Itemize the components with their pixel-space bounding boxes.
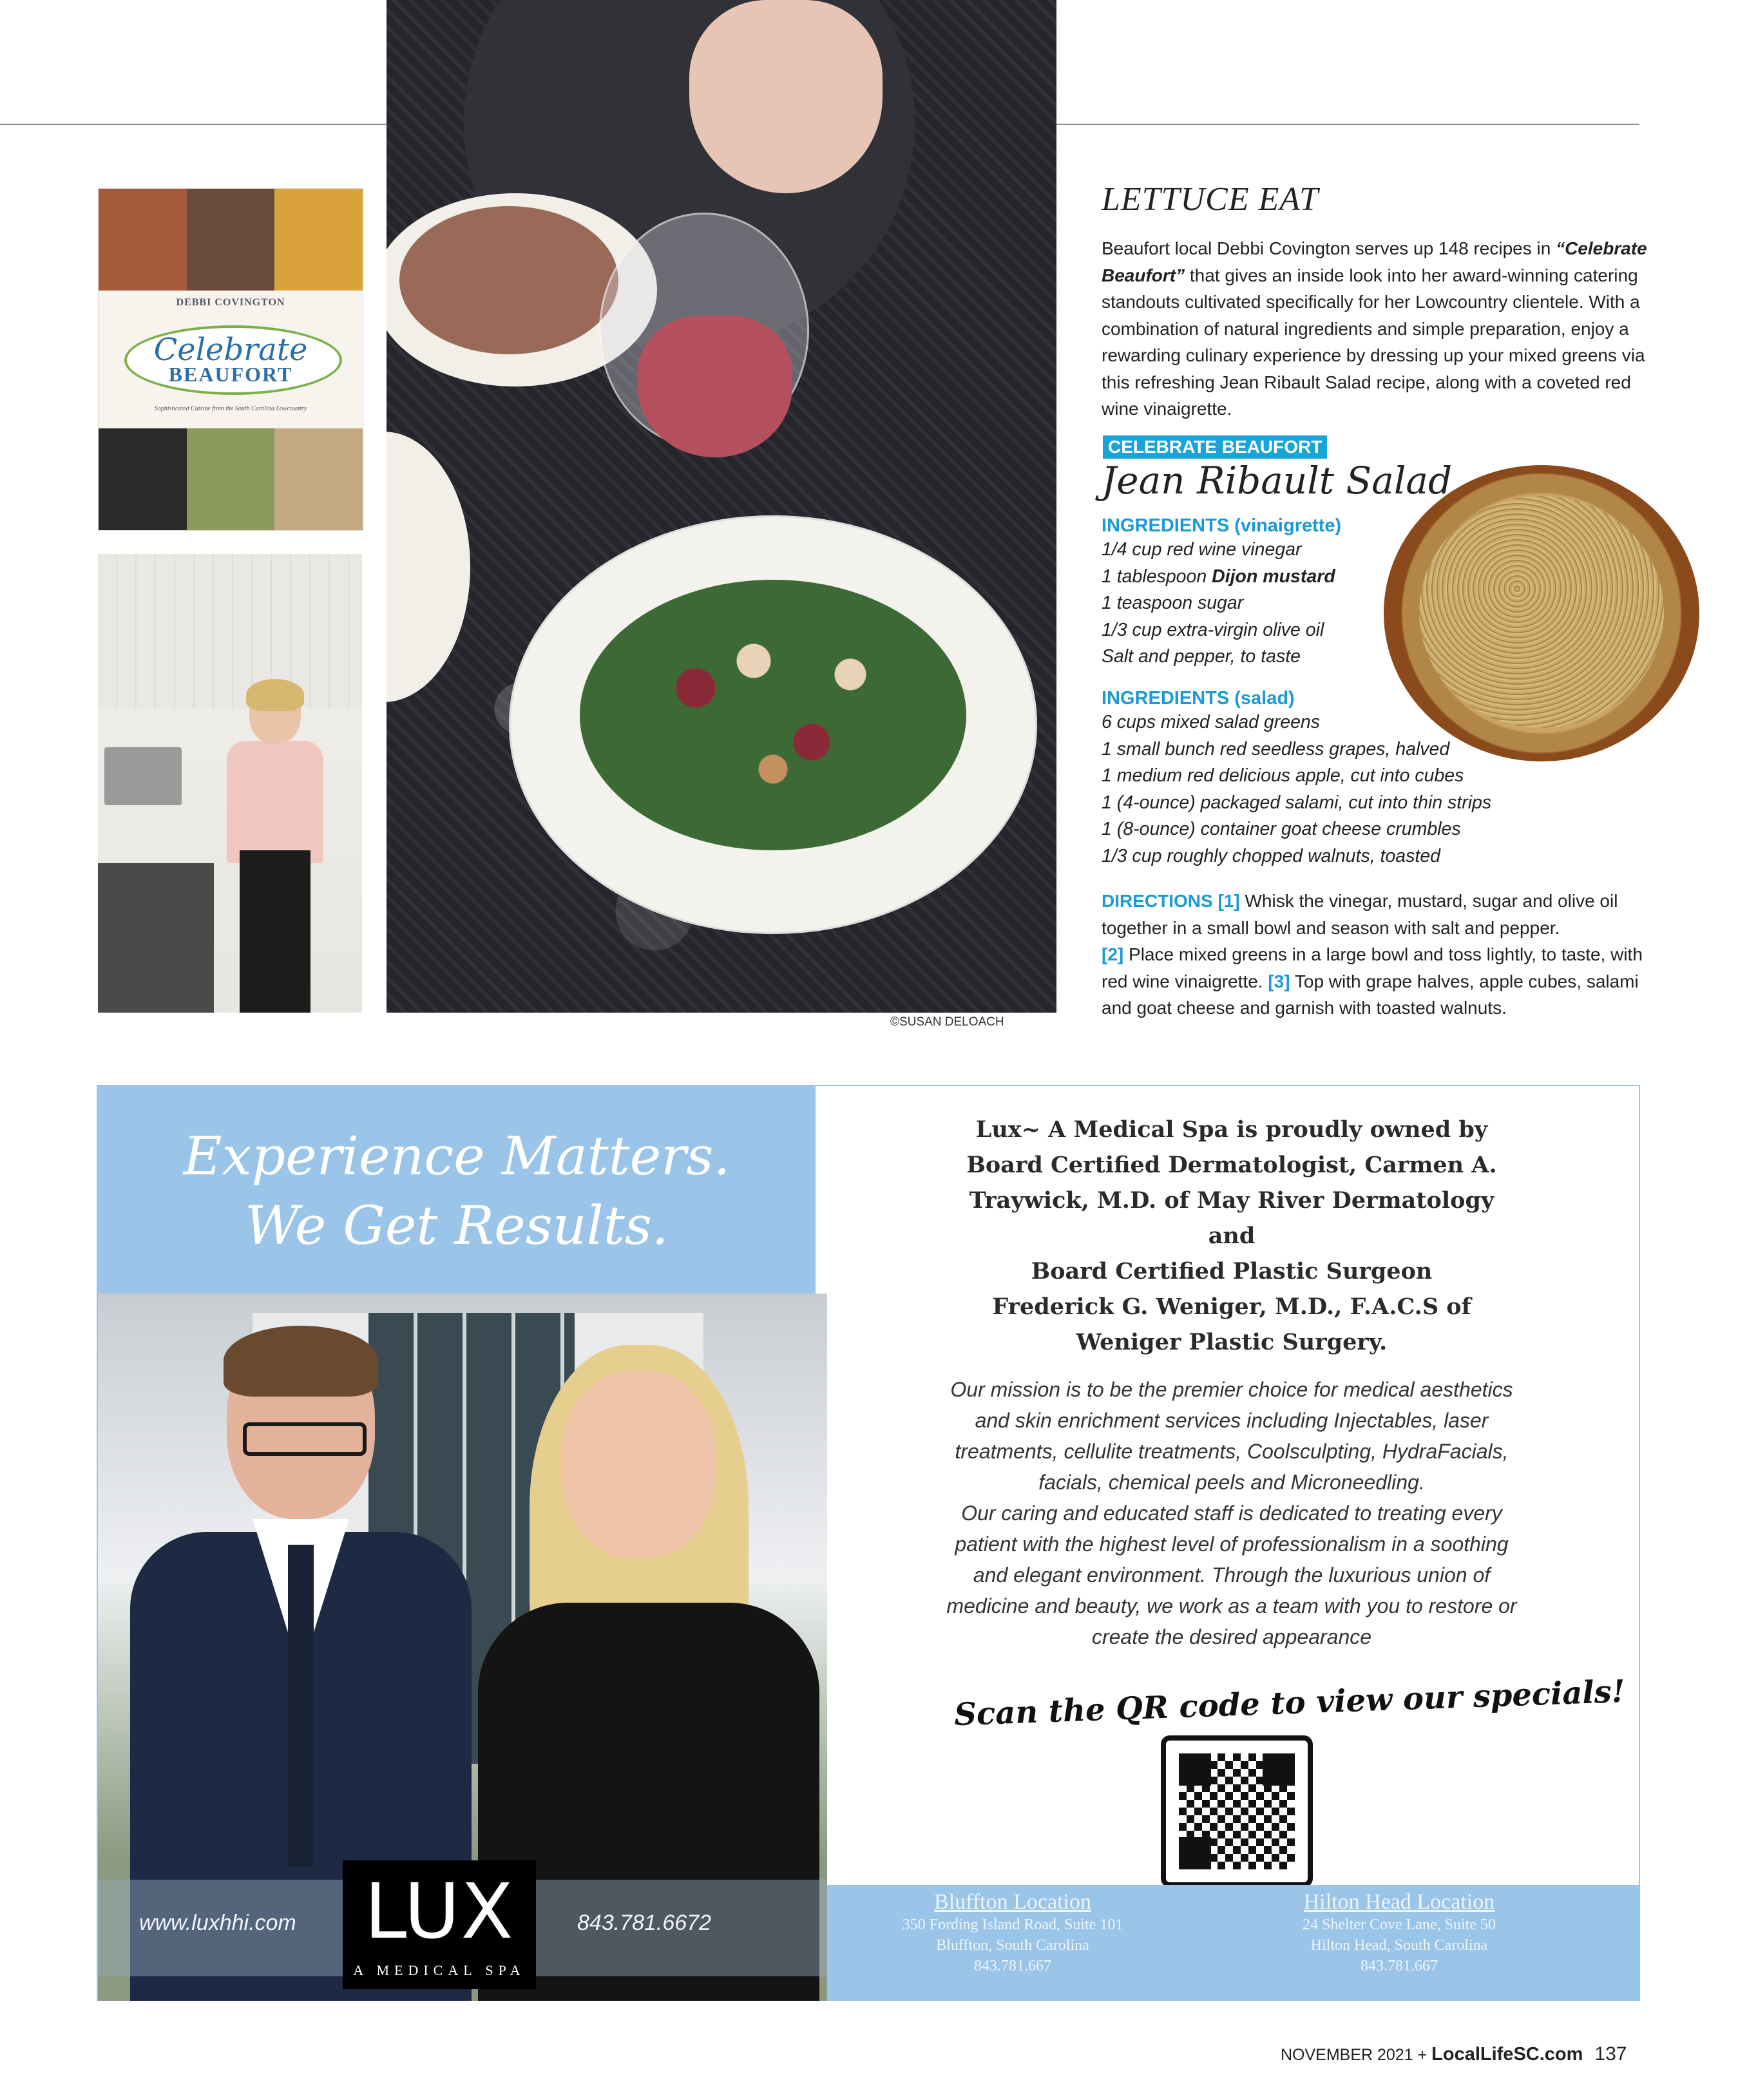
salad-photo <box>387 0 1056 1013</box>
ingredient-item: 1 medium red delicious apple, cut into cubes <box>1102 765 1464 786</box>
ad-headline-line1: Experience Matters. <box>183 1126 731 1187</box>
photo-credit: ©SUSAN DELOACH <box>890 1015 1004 1029</box>
directions: DIRECTIONS [1] Whisk the vinegar, mustard, sugar and olive oil together in a small bowl and season with salt and pepper. [2] Place mixed greens in a large bowl and toss lightly, to taste, with red wine vinaigrette. [3] Top with grape halves, apple cubes, salami and goat cheese and garnish with toasted walnuts. <box>1102 891 1643 1018</box>
chef-photo <box>98 554 362 1013</box>
ingredient-item: 1 teaspoon sugar <box>1102 593 1244 613</box>
salad-heading: INGREDIENTS (salad) <box>1102 688 1295 709</box>
intro-paragraph: Beaufort local Debbi Covington serves up 148 recipes in “Celebrate Beaufort” that gives an inside look into her award-winning catering standouts cultivated specifically for her Lowcountry clientele. With a combination of natural ingredients and simple preparation, enjoy a rewarding culinary experience by dressing up your mixed greens via this refreshing Jean Ribault Salad recipe, along with a coveted red wine vinaigrette. <box>1102 238 1647 419</box>
ingredient-item: 1/3 cup roughly chopped walnuts, toasted <box>1102 845 1441 866</box>
section-tag: CELEBRATE BEAUFORT <box>1103 435 1327 459</box>
lux-logo <box>343 1860 536 1989</box>
ingredient-item: Salt and pepper, to taste <box>1102 646 1301 667</box>
book-subtitle: Sophisticated Cuisine from the South Carolina Lowcountry <box>154 405 307 412</box>
ingredient-item: 1 (4-ounce) packaged salami, cut into thin strips <box>1102 792 1492 813</box>
folio-site: LocalLifeSC.com <box>1431 2044 1583 2065</box>
book-cover-image <box>98 188 363 531</box>
bluffton-location: Bluffton Location 350 Fording Island Road, Suite 101 Bluffton, South Carolina 843.781.667 <box>902 1890 1123 1974</box>
lux-advertisement <box>97 1085 1640 2001</box>
ingredient-item: 1/4 cup red wine vinegar <box>1102 539 1302 560</box>
book-cover-photos-top <box>99 189 363 291</box>
vinaigrette-ingredients <box>1102 515 1656 671</box>
page-number: 137 <box>1594 2043 1627 2065</box>
ad-website: www.luxhhi.com <box>139 1911 296 1935</box>
ingredient-item: 1 tablespoon Dijon mustard <box>1102 566 1335 587</box>
folio-date: NOVEMBER 2021 + <box>1281 2046 1432 2064</box>
ownership-text: Lux~ A Medical Spa is proudly owned by Board Certified Dermatologist, Carmen A. Traywick, M.D. of May River Dermatology and Board Certified Plastic Surgeon Frederick G. Weniger, M.D., F.A.C.S of Weniger Plastic Surgery. <box>966 1116 1497 1355</box>
lux-logo-text: LUX <box>364 1867 515 1956</box>
ingredient-item: 6 cups mixed salad greens <box>1102 712 1321 732</box>
book-title-emphasis: “Celebrate Beaufort” <box>1102 238 1647 285</box>
ingredient-item: 1 (8-ounce) container goat cheese crumbles <box>1102 819 1461 839</box>
ad-phone: 843.781.6672 <box>577 1911 711 1935</box>
scan-qr-callout: Scan the QR code to view our specials! <box>953 1673 1626 1733</box>
recipe-title: Jean Ribault Salad <box>1102 459 1453 502</box>
ad-headline-line2: We Get Results. <box>245 1196 669 1257</box>
ingredient-item: 1 small bunch red seedless grapes, halved <box>1102 738 1450 759</box>
vinaigrette-heading: INGREDIENTS (vinaigrette) <box>1102 515 1342 536</box>
lux-logo-subtitle: A MEDICAL SPA <box>353 1962 526 1978</box>
book-cover-photos-bottom <box>99 428 363 530</box>
section-kicker: LETTUCE EAT <box>1102 181 1319 218</box>
salad-ingredients <box>1102 688 1656 870</box>
qr-code[interactable] <box>1161 1735 1313 1887</box>
book-author: DEBBI COVINGTON <box>176 297 285 308</box>
ad-copy <box>890 1112 1573 1652</box>
ad-headline-panel <box>98 1086 816 1293</box>
ingredient-item: 1/3 cup extra-virgin olive oil <box>1102 619 1324 640</box>
hilton-head-location: Hilton Head Location 24 Shelter Cove Lane, Suite 50 Hilton Head, South Carolina 843.781.667 <box>1303 1890 1496 1974</box>
page-folio <box>1281 2043 1627 2065</box>
book-title-line1: Celebrate <box>153 332 308 368</box>
book-title-line2: BEAUFORT <box>168 363 293 386</box>
mission-text: Our mission is to be the premier choice for medical aesthetics and skin enrichment services including Injectables, laser treatments, cellulite treatments, Coolsculpting, HydraFacials, facials, chemical peels and Microneedling. Our caring and educated staff is dedicated to treating every patient with the highest level of professionalism in a soothing and elegant environment. Through the luxurious union of medicine and beauty, we work as a team with you to restore or create the desired appearance <box>946 1378 1517 1648</box>
